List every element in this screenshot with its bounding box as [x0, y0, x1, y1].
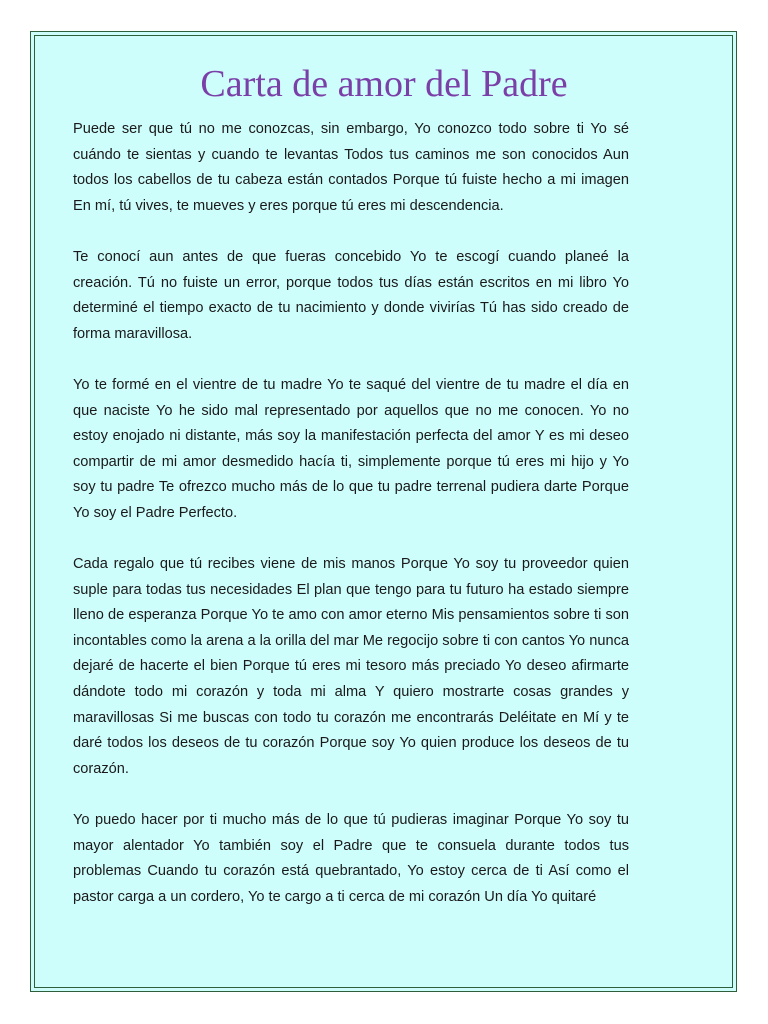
document-body [73, 117, 629, 936]
paragraph-1: Puede ser que tú no me conozcas, sin embargo, Yo conozco todo sobre ti Yo sé cuándo te sientas y cuando te levantas Todos tus caminos me son conocidos Aun todos los cabellos de tu cabeza están contados Porque tú fuiste hecho a mi imagen En mí, tú vives, te mueves y eres porque tú eres mi descendencia. [73, 121, 629, 214]
paragraph-5: Yo puedo hacer por ti mucho más de lo que tú pudieras imaginar Porque Yo soy tu mayor alentador Yo también soy el Padre que te consuela durante todos tus problemas Cuando tu corazón está quebrantado, Yo estoy cerca de ti Así como el pastor carga a un cordero, Yo te cargo a ti cerca de mi corazón Un día Yo quitaré [73, 812, 629, 905]
paragraph-4: Cada regalo que tú recibes viene de mis manos Porque Yo soy tu proveedor quien suple para todas tus necesidades El plan que tengo para tu futuro ha estado siempre lleno de esperanza Porque Yo te amo con amor eterno Mis pensamientos sobre ti son incontables como la arena a la orilla del mar Me regocijo sobre ti con cantos Yo nunca dejaré de hacerte el bien Porque tú eres mi tesoro más preciado Yo deseo afirmarte dándote todo mi corazón y toda mi alma Y quiero mostrarte cosas grandes y maravillosas Si me buscas con todo tu corazón me encontrarás Deléitate en Mí y te daré todos los deseos de tu corazón Porque soy Yo quien produce los deseos de tu corazón. [73, 556, 629, 777]
paragraph-2: Te conocí aun antes de que fueras concebido Yo te escogí cuando planeé la creación. Tú no fuiste un error, porque todos tus días están escritos en mi libro Yo determiné el tiempo exacto de tu nacimiento y donde vivirías Tú has sido creado de forma maravillosa. [73, 248, 629, 342]
document-title: Carta de amor del Padre [200, 63, 568, 105]
paragraph-3: Yo te formé en el vientre de tu madre Yo te saqué del vientre de tu madre el día en que naciste Yo he sido mal representado por aquellos que no me conocen. Yo no estoy enojado ni distante, más soy la manifestación perfecta del amor Y es mi deseo compartir de mi amor desmedido hacía ti, simplemente porque tú eres mi hijo y Yo soy tu padre Te ofrezco mucho más de lo que tu padre terrenal pudiera darte Porque Yo soy el Padre Perfecto. [73, 376, 629, 521]
